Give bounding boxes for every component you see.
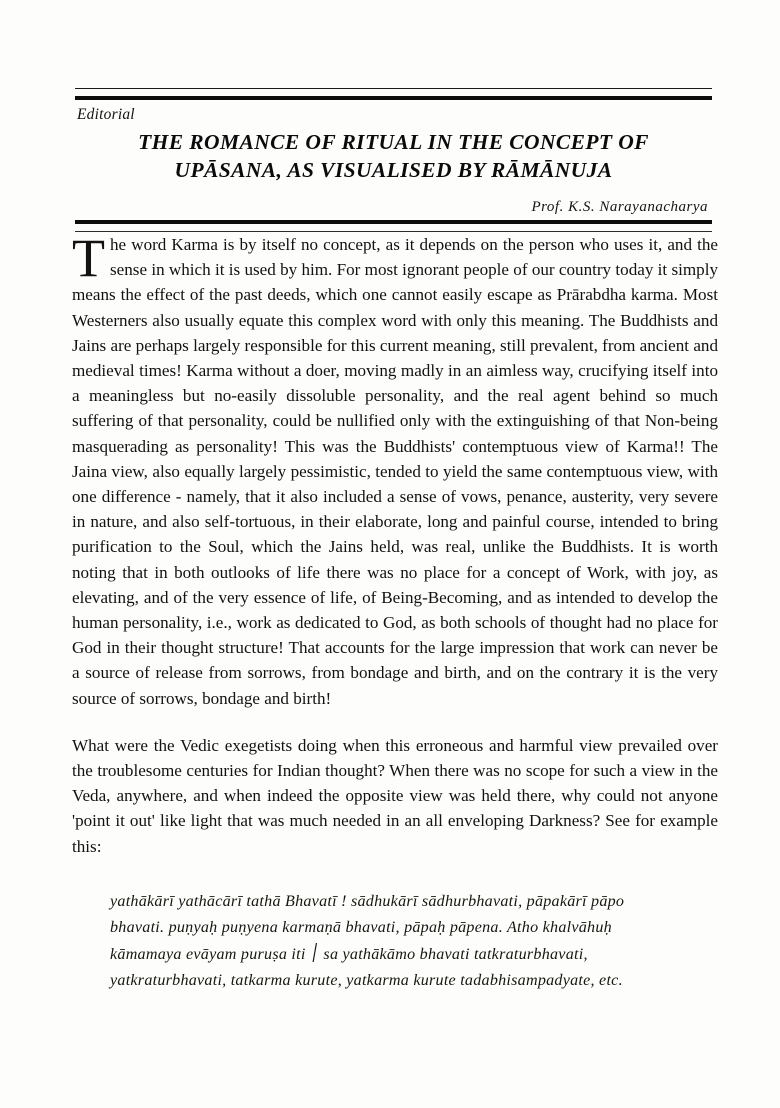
body-paragraph-1: The word Karma is by itself no concept, as it depends on the person who uses it, and the sense in which it is used by him. For most ignorant people of our country today it simply means the effect of the past deeds, which one cannot easily escape as Prārabdha karma. Most Westerners also usually equate this complex word with only this meaning. The Buddhists and Jains are perhaps largely responsible for this current meaning, still prevalent, from ancient and medieval times! Karma without a doer, moving madly in an aimless way, crucifying itself into a meaningless but no-easily dissoluble personality, and the real agent behind so much suffering of that personality, could be nullified only with the extinguishing of that Non-being masquerading as personality! This was the Buddhists' contemptuous view of Karma!! The Jaina view, also equally largely pessimistic, tended to yield the same contemptuous view, with one difference - namely, that it also included a sense of vows, penance, austerity, very severe in nature, and also self-tortuous, in their elaborate, long and painful course, intended to bring purification to the Soul, which the Jains held, was real, unlike the Buddhists. It is worth noting that in both outlooks of life there was no place for a concept of Work, with joy, as elevating, and of the very essence of life, of Being-Becoming, and as intended to develop the human personality, i.e., work as dedicated to God, as both schools of thought had no place for God in their thought structure! That accounts for the large impression that work can never be a source of release from sorrows, from bondage and birth, and on the contrary it is the very source of sorrows, bondage and birth! bbox=[72, 228, 718, 708]
sanskrit-quote-line-3: kāmamaya evāyam puruṣa iti ׀ sa yathākāmo bhavati tatkraturbhavati, bbox=[110, 945, 588, 963]
section-kicker: Editorial bbox=[77, 106, 135, 123]
article-title-line-1: THE ROMANCE OF RITUAL IN THE CONCEPT OF bbox=[138, 130, 649, 154]
sanskrit-quotation-block bbox=[72, 889, 718, 995]
sanskrit-quote-line-1: yathākārī yathācārī tathā Bhavatī ! sādhukārī sādhurbhavati, pāpakārī pāpo bbox=[110, 892, 625, 910]
author-byline: Prof. K.S. Narayanacharya bbox=[531, 198, 708, 215]
article-body bbox=[72, 228, 718, 995]
article-header bbox=[75, 88, 712, 232]
body-paragraph-2: What were the Vedic exegetists doing when this erroneous and harmful view prevailed over the troublesome centuries for Indian thought? When there was no scope for such a view in the Veda, anywhere, and when indeed the opposite view was held there, why could not anyone 'point it out' like light that was much needed in an all enveloping Darkness? See for example this: bbox=[72, 735, 718, 856]
article-title-line-2: UPĀSANA, AS VISUALISED BY RĀMĀNUJA bbox=[174, 158, 613, 183]
sanskrit-quote-line-2: bhavati. puṇyaḥ puṇyena karmaṇā bhavati, pāpaḥ pāpena. Atho khalvāhuḥ bbox=[110, 919, 612, 937]
article-title bbox=[79, 128, 708, 185]
header-rule-top bbox=[75, 88, 712, 100]
sanskrit-quote-line-4: yatkraturbhavati, tatkarma kurute, yatkarma kurute tadabhisampadyate, etc. bbox=[110, 972, 623, 990]
header-rule-bottom bbox=[75, 220, 712, 232]
